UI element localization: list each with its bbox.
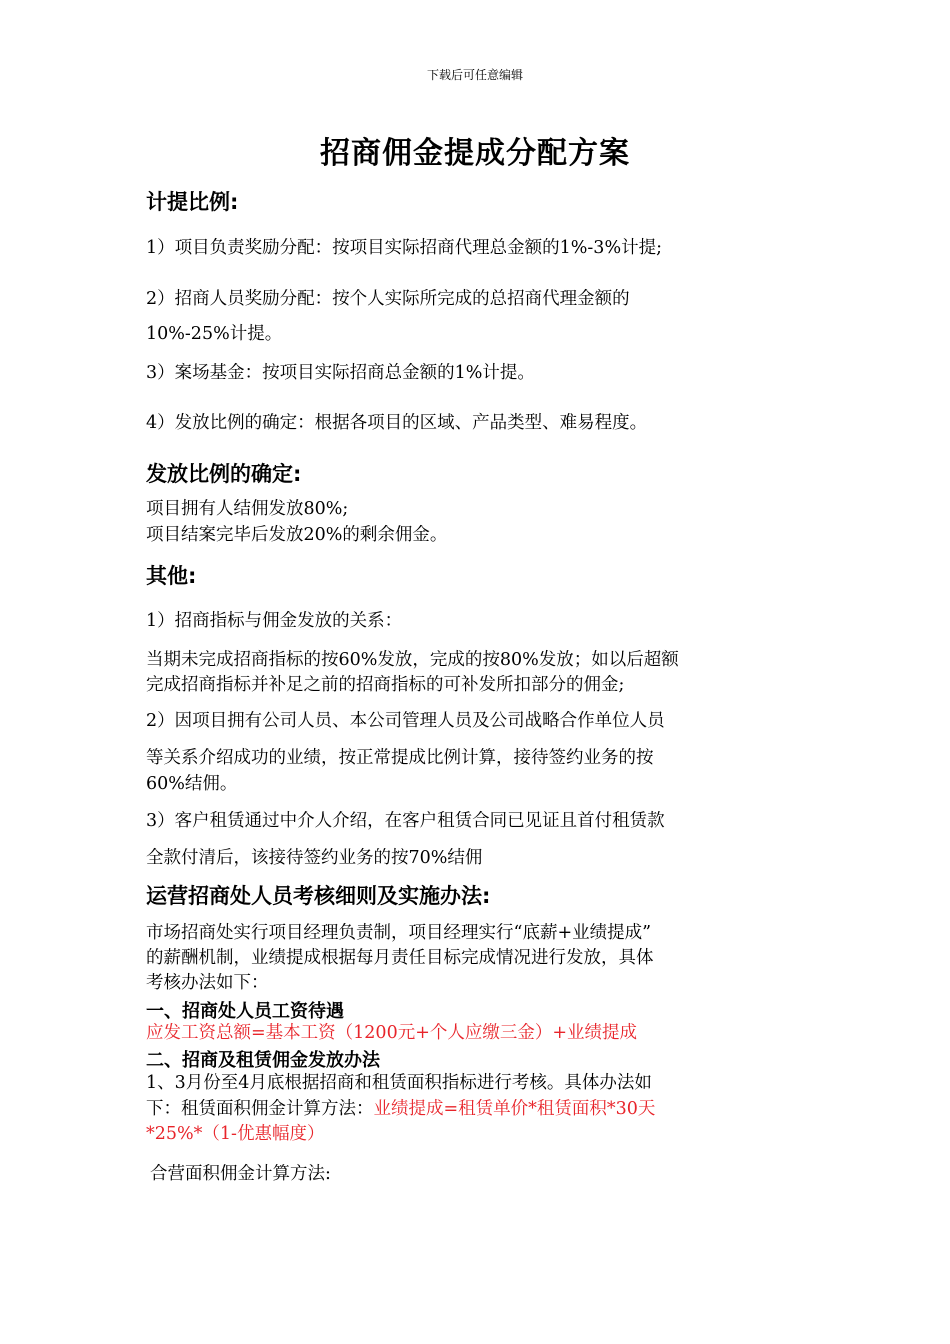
- other-item-2a: 2）因项目拥有公司人员、本公司管理人员及公司战略合作单位人员: [146, 711, 665, 731]
- ratio-item-3: 3）案场基金：按项目实际招商总金额的1%计提。: [146, 363, 535, 383]
- ratio-item-2a: 2）招商人员奖励分配：按个人实际所完成的总招商代理金额的: [146, 289, 630, 309]
- other-line-2a: 当期未完成招商指标的按60%发放，完成的按80%发放；如以后超额: [146, 650, 679, 670]
- subheading-commission: 二、招商及租赁佣金发放办法: [146, 1050, 380, 1071]
- other-item-1: 1）招商指标与佣金发放的关系：: [146, 611, 403, 631]
- other-item-3a: 3）客户租赁通过中介人介绍，在客户租赁合同已见证且首付租赁款: [146, 811, 665, 831]
- assessment-para-a: 市场招商处实行项目经理负责制，项目经理实行“底薪+业绩提成”: [146, 923, 652, 943]
- other-item-3b: 全款付清后，该接待签约业务的按70%结佣: [146, 848, 483, 868]
- assessment-para-b: 的薪酬机制，业绩提成根据每月责任目标完成情况进行发放，具体: [146, 948, 654, 968]
- assessment-para-c: 考核办法如下：: [146, 973, 269, 993]
- commission-method-label: 下：租赁面积佣金计算方法：: [146, 1099, 374, 1119]
- page-header: 下载后可任意编辑: [426, 68, 523, 82]
- commission-line-a: 1、3月份至4月底根据招商和租赁面积指标进行考核。具体办法如: [146, 1073, 652, 1093]
- commission-formula-cont: *25%*（1-优惠幅度）: [146, 1124, 325, 1144]
- payout-line-1: 项目拥有人结佣发放80%;: [146, 499, 349, 519]
- ratio-item-2b: 10%-25%计提。: [146, 324, 283, 344]
- document-title: 招商佣金提成分配方案: [320, 136, 630, 171]
- payout-line-2: 项目结案完毕后发放20%的剩余佣金。: [146, 525, 448, 545]
- section-heading-other: 其他:: [146, 564, 197, 588]
- ratio-item-4: 4）发放比例的确定：根据各项目的区域、产品类型、难易程度。: [146, 413, 648, 433]
- ratio-item-1: 1）项目负责奖励分配：按项目实际招商代理总金额的1%-3%计提;: [146, 238, 662, 258]
- commission-line-b: [146, 1097, 808, 1121]
- other-line-2b: 完成招商指标并补足之前的招商指标的可补发所扣部分的佣金;: [146, 675, 625, 695]
- section-heading-assessment: 运营招商处人员考核细则及实施办法:: [146, 884, 491, 908]
- section-heading-ratio: 计提比例:: [146, 190, 239, 214]
- commission-formula: 业绩提成=租赁单价*租赁面积*30天: [373, 1099, 656, 1119]
- subheading-salary: 一、招商处人员工资待遇: [146, 1001, 344, 1022]
- salary-formula: 应发工资总额=基本工资（1200元+个人应缴三金）+业绩提成: [146, 1023, 638, 1043]
- other-item-2b: 等关系介绍成功的业绩，按正常提成比例计算，接待签约业务的按: [146, 748, 654, 768]
- other-item-2c: 60%结佣。: [146, 774, 238, 794]
- joint-area-label: 合营面积佣金计算方法:: [150, 1164, 331, 1184]
- section-heading-payout: 发放比例的确定:: [146, 462, 302, 486]
